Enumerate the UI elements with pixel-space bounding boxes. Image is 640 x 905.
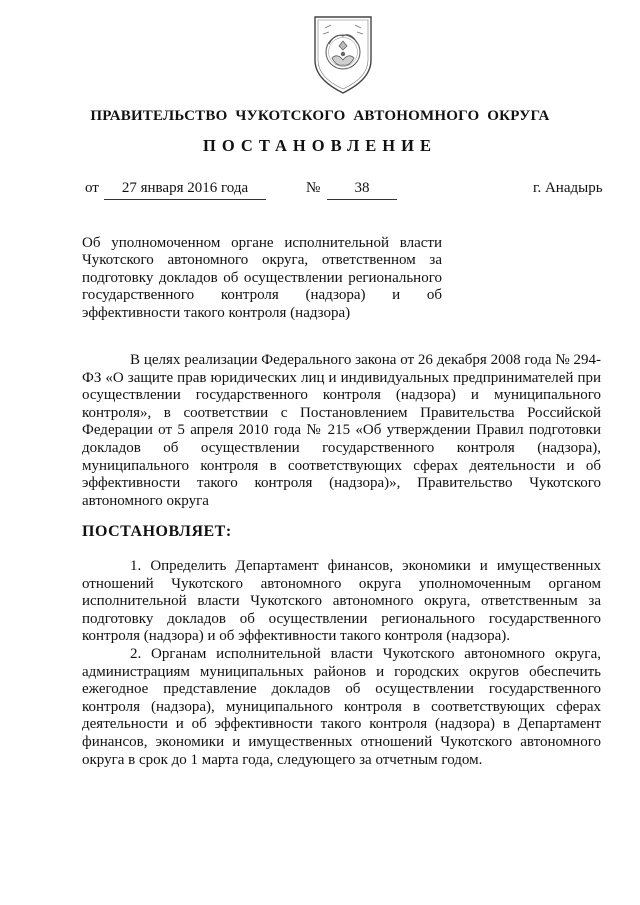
document-city: г. Анадырь bbox=[533, 180, 603, 196]
coat-of-arms-icon bbox=[309, 14, 377, 96]
preamble-paragraph: В целях реализации Федерального закона от 26 декабря 2008 года № 294-ФЗ «О защите прав юридических лиц и индивидуальных предпринимателей при осуществлении государственного контроля (надзора) и муниципального контроля», в соответствии с Постановлением Правительства Российской Федерации от 5 апреля 2010 года № 215 «Об утверждении Правил подготовки докладов об осуществлении государственного контроля (надзора), муниципального контроля в соответствующих сферах деятельности и об эффективности такого контроля (надзора)», Правительство Чукотского автономного округа bbox=[82, 352, 601, 509]
number-label: № bbox=[306, 180, 321, 196]
decree-item-1: 1. Определить Департамент финансов, экономики и имущественных отношений Чукотского автономного округа уполномоченным органом исполнительной власти Чукотского автономного округа, ответственным за подготовку докладов об осуществлении регионального государственного контроля (надзора) и об эффективности такого контроля (надзора). bbox=[82, 558, 601, 645]
date-prefix: от bbox=[85, 180, 99, 196]
decree-item-2: 2. Органам исполнительной власти Чукотского автономного округа, администрациям муниципальных районов и городских округов обеспечить ежегодное представление докладов об осуществлении государственного контроля (надзора), муниципального контроля в соответствующих сферах деятельности и об эффективности такого контроля (надзора) в Департамент финансов, экономики и имущественных отношений Чукотского автономного округа в срок до 1 марта года, следующего за отчетным годом. bbox=[82, 645, 601, 768]
decree-heading: ПОСТАНОВЛЯЕТ: bbox=[82, 523, 232, 540]
document-date: 27 января 2016 года bbox=[104, 180, 266, 200]
document-number: 38 bbox=[327, 180, 397, 200]
decree-items bbox=[82, 558, 601, 769]
organization-title: ПРАВИТЕЛЬСТВО ЧУКОТСКОГО АВТОНОМНОГО ОКРУГА bbox=[90, 108, 550, 124]
document-type-title: ПОСТАНОВЛЕНИЕ bbox=[203, 136, 437, 155]
document-subject: Об уполномоченном органе исполнительной власти Чукотского автономного округа, ответственном за подготовку докладов об осуществлении регионального государственного контроля (надзора) и об эффективности такого контроля (надзора) bbox=[82, 235, 442, 321]
document-meta-row bbox=[0, 180, 640, 202]
